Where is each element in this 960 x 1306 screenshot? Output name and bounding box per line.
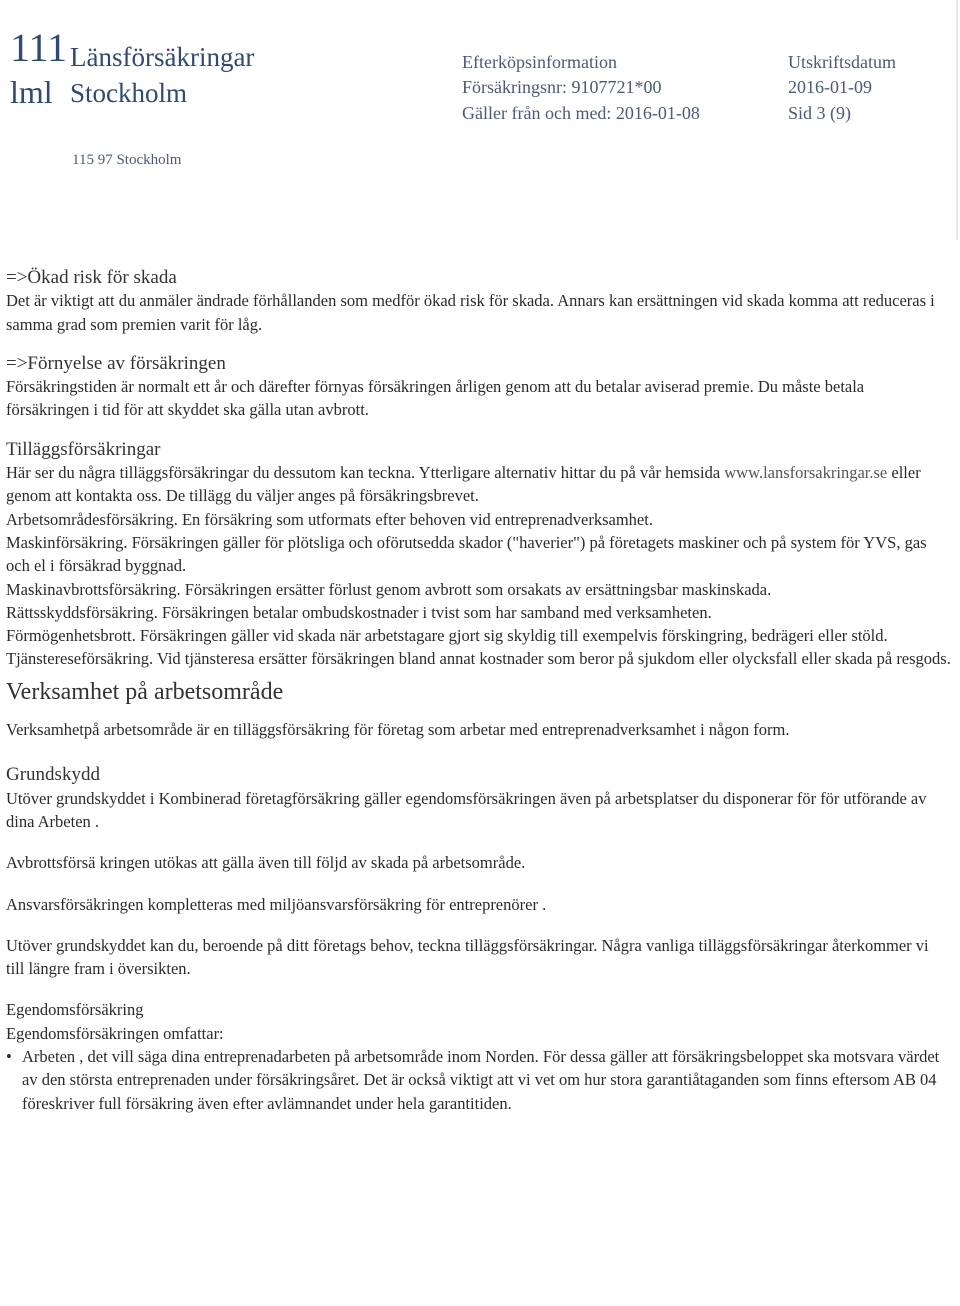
property-intro: Egendomsförsäkringen omfattar:: [6, 1023, 224, 1043]
base-protection-heading: Grundskydd: [6, 764, 100, 786]
property-bullet-text: Arbeten , det vill säga dina entreprenadarbeten på arbetsområde inom Norden. För dessa gäller att försäkringsbeloppet ska motsvara värdet av den största entreprenaden under försäkringsåret. Det är också viktigt att vi vet om hur stora garantiåtaganden som finns eftersom AB 04 föreskriver full försäkring även efter avlämnandet under hela garantitiden.: [22, 1047, 940, 1113]
addon-item: Arbetsområdesförsäkring. En försäkring som utformats efter behoven vid entreprenadverksamhet.: [6, 509, 653, 529]
liability-paragraph: Ansvarsförsäkringen kompletteras med miljöansvarsförsäkring för entreprenörer .: [6, 894, 547, 914]
property-heading: Egendomsförsäkring: [6, 1000, 144, 1020]
addon-item: Förmögenhetsbrott. Försäkringen gäller vid skada när arbetstagare gjort sig skyldig till exempelvis förskingring, bedrägeri eller stöld.: [6, 626, 888, 646]
interruption-paragraph: Avbrottsförsä kringen utökas att gälla även till följd av skada på arbetsområde.: [6, 853, 526, 873]
addon-text-pre: Här ser du några tilläggsförsäkringar du dessutom kan teckna. Ytterligare alternativ hittar du på vår hemsida: [6, 463, 721, 483]
logo-mark-bottom: lml: [10, 74, 53, 110]
print-date: 2016-01-09: [788, 77, 872, 97]
policy-number: Försäkringsnr: 9107721*00: [462, 77, 662, 97]
renewal-heading: =>Förnyelse av försäkringen: [6, 352, 226, 374]
doc-type: Efterköpsinformation: [462, 52, 617, 72]
page-number: Sid 3 (9): [788, 103, 851, 123]
work-area-intro: Verksamhetpå arbetsområde är en tilläggsförsäkring för företag som arbetar med entreprenadverksamhet i någon form.: [6, 720, 790, 740]
risk-heading: =>Ökad risk för skada: [6, 267, 177, 288]
extra-addons-paragraph: Utöver grundskyddet kan du, beroende på ditt företags behov, teckna tilläggsförsäkringar. Några vanliga tilläggsförsäkringar återkommer vi till längre fram i översikten.: [6, 935, 929, 979]
addon-item: Maskinavbrottsförsäkring. Försäkringen ersätter förlust genom avbrott som orsakats av ersättningsbar maskinskada.: [6, 579, 772, 599]
addon-heading: Tilläggsförsäkringar: [6, 438, 161, 460]
valid-from: Gäller från och med: 2016-01-08: [462, 103, 700, 123]
renewal-paragraph: Försäkringstiden är normalt ett år och därefter förnyas försäkringen årligen genom att du betalar aviserad premie. Du måste betala försäkringen i tid för att skyddet ska gälla utan avbrott.: [6, 377, 865, 420]
website-link[interactable]: www.lansforsakringar.se: [724, 463, 888, 483]
document-body: [6, 262, 951, 1115]
logo-company-name: Länsförsäkringar: [70, 42, 255, 72]
logo-company-region: Stockholm: [70, 78, 188, 108]
property-bullet-item: [6, 1045, 951, 1115]
addon-item: Maskinförsäkring. Försäkringen gäller för plötsliga och oförutsedda skador ("haverier") på företagets maskiner och på system för YVS, gas och el i försäkrad byggnad.: [6, 532, 927, 576]
addon-item: Rättsskyddsförsäkring. Försäkringen betalar ombudskostnader i tvist som har samband med verksamheten.: [6, 602, 712, 622]
risk-paragraph: Det är viktigt att du anmäler ändrade förhållanden som medför ökad risk för skada. Annars kan ersättningen vid skada komma att reduceras i samma grad som premien varit för låg.: [6, 291, 935, 334]
bullet-icon: •: [6, 1047, 12, 1067]
addon-item: Tjänstereseförsäkring. Vid tjänsteresa ersätter försäkringen bland annat kostnader som beror på sjukdom eller olycksfall eller skada på resgods.: [6, 649, 951, 669]
addon-paragraph: [6, 461, 951, 508]
logo-mark-top: 111: [10, 25, 68, 70]
work-area-heading: Verksamhet på arbetsområde: [6, 678, 284, 705]
postal-address: 115 97 Stockholm: [72, 152, 182, 168]
addon-text-post: eller genom att kontakta oss. De tillägg du väljer anges på försäkringsbrevet.: [6, 463, 921, 506]
base-protection-paragraph: Utöver grundskyddet i Kombinerad företagförsäkring gäller egendomsförsäkringen även på arbetsplatser du disponerar för för utförande av dina Arbeten .: [6, 788, 927, 831]
page-edge-divider: [956, 0, 958, 240]
print-date-label: Utskriftsdatum: [788, 52, 896, 72]
